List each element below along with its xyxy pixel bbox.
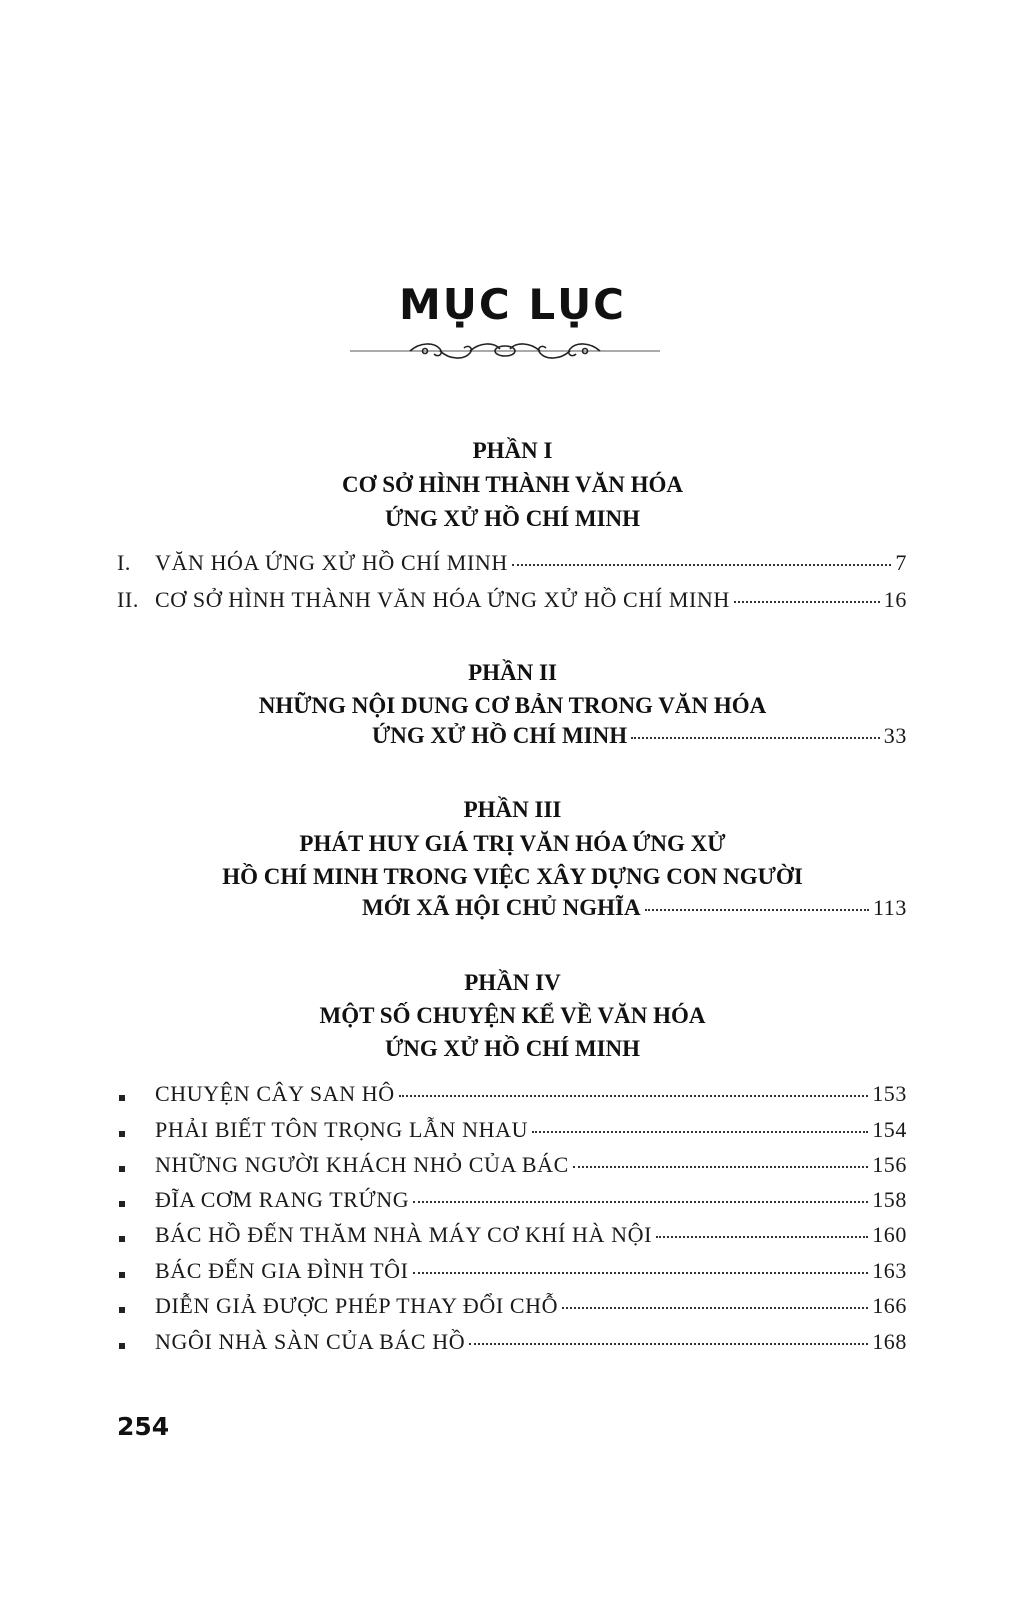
bullet-icon [117, 1121, 155, 1147]
toc-entry[interactable] [117, 1152, 907, 1182]
entry-label: CHUYỆN CÂY SAN HÔ [155, 1081, 395, 1106]
part-3-heading: PHẦN III [463, 797, 562, 822]
entry-page: 163 [872, 1258, 907, 1283]
part-2-title-line: NHỮNG NỘI DUNG CƠ BẢN TRONG VĂN HÓA [258, 693, 767, 718]
entry-page: 16 [883, 587, 907, 612]
entry-page: 158 [872, 1187, 907, 1212]
page-number: 254 [117, 1412, 170, 1441]
entry-label: PHẢI BIẾT TÔN TRỌNG LẪN NHAU [155, 1117, 529, 1142]
toc-entry[interactable] [117, 1329, 907, 1359]
dot-leader [645, 909, 869, 911]
entry-label: DIỄN GIẢ ĐƯỢC PHÉP THAY ĐỔI CHỖ [155, 1293, 559, 1318]
bullet-icon [117, 1156, 155, 1182]
entry-number: II. [117, 587, 139, 612]
part-4-title-line: MỘT SỐ CHUYỆN KỂ VỀ VĂN HÓA [319, 1003, 706, 1028]
dot-leader [573, 1166, 868, 1168]
part-3-page: 113 [873, 895, 907, 920]
dot-leader [562, 1307, 868, 1309]
dot-leader [656, 1236, 868, 1238]
entry-number: I. [117, 550, 132, 575]
ornament-divider-icon [350, 336, 660, 366]
part-3-title-line: HỒ CHÍ MINH TRONG VIỆC XÂY DỰNG CON NGƯỜI [222, 864, 803, 889]
toc-entry[interactable] [117, 587, 907, 617]
dot-leader [532, 1131, 868, 1133]
part-1-title-line: CƠ SỞ HÌNH THÀNH VĂN HÓA [341, 472, 683, 497]
entry-page: 7 [895, 550, 907, 575]
dot-leader [413, 1272, 869, 1274]
dot-leader [399, 1095, 868, 1097]
bullet-icon [117, 1191, 155, 1217]
entry-page: 154 [872, 1117, 907, 1142]
entry-label: BÁC ĐẾN GIA ĐÌNH TÔI [155, 1258, 409, 1283]
part-1-title-line: ỨNG XỬ HỒ CHÍ MINH [384, 506, 641, 531]
part-1-heading: PHẦN I [472, 438, 553, 463]
dot-leader [734, 601, 880, 603]
entry-label: BÁC HỒ ĐẾN THĂM NHÀ MÁY CƠ KHÍ HÀ NỘI [155, 1222, 653, 1247]
part-4-title-line: ỨNG XỬ HỒ CHÍ MINH [384, 1036, 641, 1061]
dot-leader [469, 1343, 868, 1345]
part-3-title-line: MỚI XÃ HỘI CHỦ NGHĨA [362, 895, 641, 920]
part-3-title-line: PHÁT HUY GIÁ TRỊ VĂN HÓA ỨNG XỬ [299, 831, 726, 856]
dot-leader [631, 737, 880, 739]
toc-entry[interactable] [117, 1117, 907, 1147]
bullet-icon [117, 1297, 155, 1323]
dot-leader [413, 1201, 868, 1203]
part-2-entry[interactable] [117, 723, 907, 755]
entry-label: VĂN HÓA ỨNG XỬ HỒ CHÍ MINH [155, 550, 508, 575]
toc-title: MỤC LỤC [398, 280, 627, 329]
entry-label: CƠ SỞ HÌNH THÀNH VĂN HÓA ỨNG XỬ HỒ CHÍ MINH [155, 587, 730, 612]
part-2-heading: PHẦN II [468, 660, 557, 685]
dot-leader [512, 564, 892, 566]
toc-entry[interactable] [117, 1258, 907, 1288]
toc-entry[interactable] [117, 1222, 907, 1252]
entry-page: 156 [872, 1152, 907, 1177]
bullet-icon [117, 1262, 155, 1288]
toc-entry[interactable] [117, 1293, 907, 1323]
entry-label: NGÔI NHÀ SÀN CỦA BÁC HỒ [155, 1329, 466, 1354]
part-2-title-line: ỨNG XỬ HỒ CHÍ MINH [372, 723, 628, 748]
part-4-heading: PHẦN IV [464, 970, 561, 995]
entry-page: 168 [872, 1329, 907, 1354]
entry-page: 160 [872, 1222, 907, 1247]
toc-entry[interactable] [117, 550, 907, 580]
bullet-icon [117, 1226, 155, 1252]
toc-entry[interactable] [117, 1081, 907, 1111]
part-3-entry[interactable] [117, 895, 907, 927]
entry-label: NHỮNG NGƯỜI KHÁCH NHỎ CỦA BÁC [155, 1152, 569, 1177]
entry-label: ĐĨA CƠM RANG TRỨNG [155, 1187, 410, 1212]
entry-page: 153 [872, 1081, 907, 1106]
toc-entry[interactable] [117, 1187, 907, 1217]
bullet-icon [117, 1085, 155, 1111]
bullet-icon [117, 1333, 155, 1359]
entry-page: 166 [872, 1293, 907, 1318]
part-2-page: 33 [883, 723, 907, 748]
